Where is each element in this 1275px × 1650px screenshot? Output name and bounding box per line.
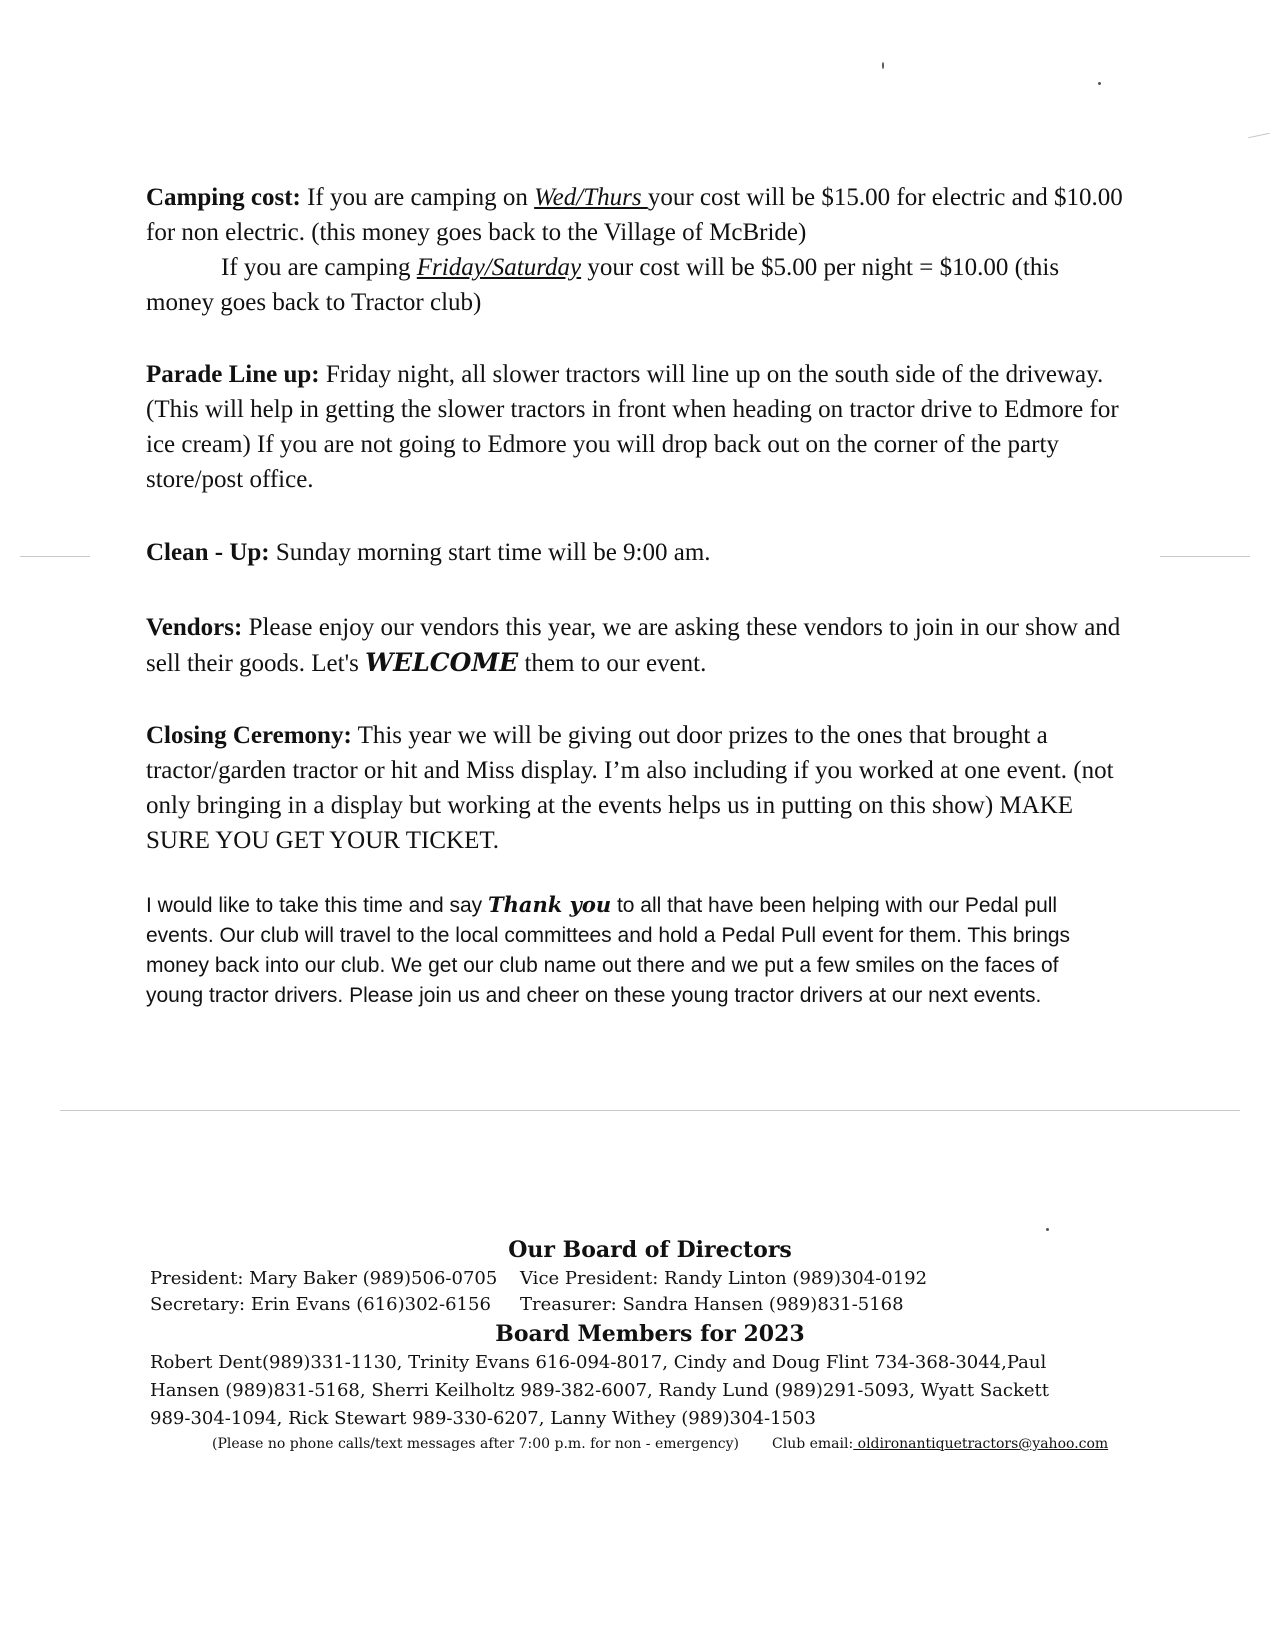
camping-heading: Camping cost: (146, 184, 301, 211)
camping-text-3: If you are camping (221, 254, 417, 281)
scan-line (20, 556, 90, 557)
cleanup-section (146, 535, 1126, 570)
board-president: President: Mary Baker (989)506-0705 (150, 1268, 498, 1289)
scan-line (1160, 556, 1250, 557)
vendors-heading: Vendors: (146, 614, 243, 641)
board-title: Our Board of Directors (508, 1237, 792, 1263)
cleanup-heading: Clean - Up: (146, 539, 270, 566)
phone-note: (Please no phone calls/text messages after 7:00 p.m. for non - emergency) (212, 1436, 739, 1452)
scan-speck (1046, 1228, 1049, 1231)
parade-heading: Parade Line up: (146, 361, 320, 388)
thanks-section (146, 890, 1121, 1011)
board-treasurer: Treasurer: Sandra Hansen (989)831-5168 (520, 1294, 904, 1315)
cleanup-text: Sunday morning start time will be 9:00 am. (269, 539, 711, 566)
board-members-line-3: 989-304-1094, Rick Stewart 989-330-6207, Lanny Withey (989)304-1503 (150, 1408, 816, 1429)
vendors-text-1: Please enjoy our vendors this year, we are asking these vendors to join in our show and sell their goods. Let's (146, 614, 1121, 677)
scan-line (1248, 133, 1270, 139)
closing-heading: Closing Ceremony: (146, 722, 352, 749)
parade-section (146, 357, 1126, 497)
thank-you-word: Thank you (488, 892, 612, 917)
board-members-title: Board Members for 2023 (495, 1321, 805, 1347)
camping-text-4: your cost will be $5.00 per night = $10.00 (this money goes back to Tractor club) (146, 254, 1060, 316)
club-email-label: Club email: (772, 1436, 854, 1452)
camping-days-weekend: Friday/Saturday (416, 254, 582, 281)
vendors-section (146, 610, 1126, 681)
welcome-word: WELCOME (365, 648, 519, 677)
closing-section (146, 718, 1126, 858)
board-secretary: Secretary: Erin Evans (616)302-6156 (150, 1294, 491, 1315)
camping-text-2: your cost will be $15.00 for electric and $10.00 for non electric. (this money goes back to the Village of McBride) (146, 184, 1123, 246)
scan-speck (1098, 82, 1101, 85)
thanks-text-2: to all that have been helping with our Pedal pull events. Our club will travel to the local committees and hold a Pedal Pull event for them. This brings money back into our club. We get our club name out there and we put a few smiles on the faces of young tractor drivers. Please join us and cheer on these young tractor drivers at our next events. (146, 894, 1071, 1007)
board-members-line-1: Robert Dent(989)331-1130, Trinity Evans 616-094-8017, Cindy and Doug Flint 734-368-3044,Paul (150, 1352, 1047, 1373)
camping-days-weekday: Wed/Thurs (534, 184, 648, 211)
camping-text-1: If you are camping on (300, 184, 535, 211)
scan-speck (882, 62, 884, 69)
club-email-link[interactable]: oldironantiquetractors@yahoo.com (853, 1436, 1109, 1452)
scan-line (60, 1110, 1240, 1111)
thanks-text-1: I would like to take this time and say (146, 894, 488, 917)
board-vice-president: Vice President: Randy Linton (989)304-0192 (520, 1268, 928, 1289)
closing-text: This year we will be giving out door prizes to the ones that brought a tractor/garden tractor or hit and Miss display. I’m also including if you worked at one event. (not only bringing in a display but working at the events helps us in putting on this show) MAKE SURE YOU GET YOUR TICKET. (146, 722, 1114, 854)
board-members-line-2: Hansen (989)831-5168, Sherri Keilholtz 989-382-6007, Randy Lund (989)291-5093, Wyatt Sackett (150, 1380, 1050, 1401)
parade-text: Friday night, all slower tractors will line up on the south side of the driveway. (This will help in getting the slower tractors in front when heading on tractor drive to Edmore for ice cream) If you are not going to Edmore you will drop back out on the corner of the party store/post office. (146, 361, 1119, 493)
club-email-line (772, 1436, 1108, 1452)
vendors-text-2: them to our event. (518, 650, 707, 677)
camping-section (146, 180, 1126, 320)
